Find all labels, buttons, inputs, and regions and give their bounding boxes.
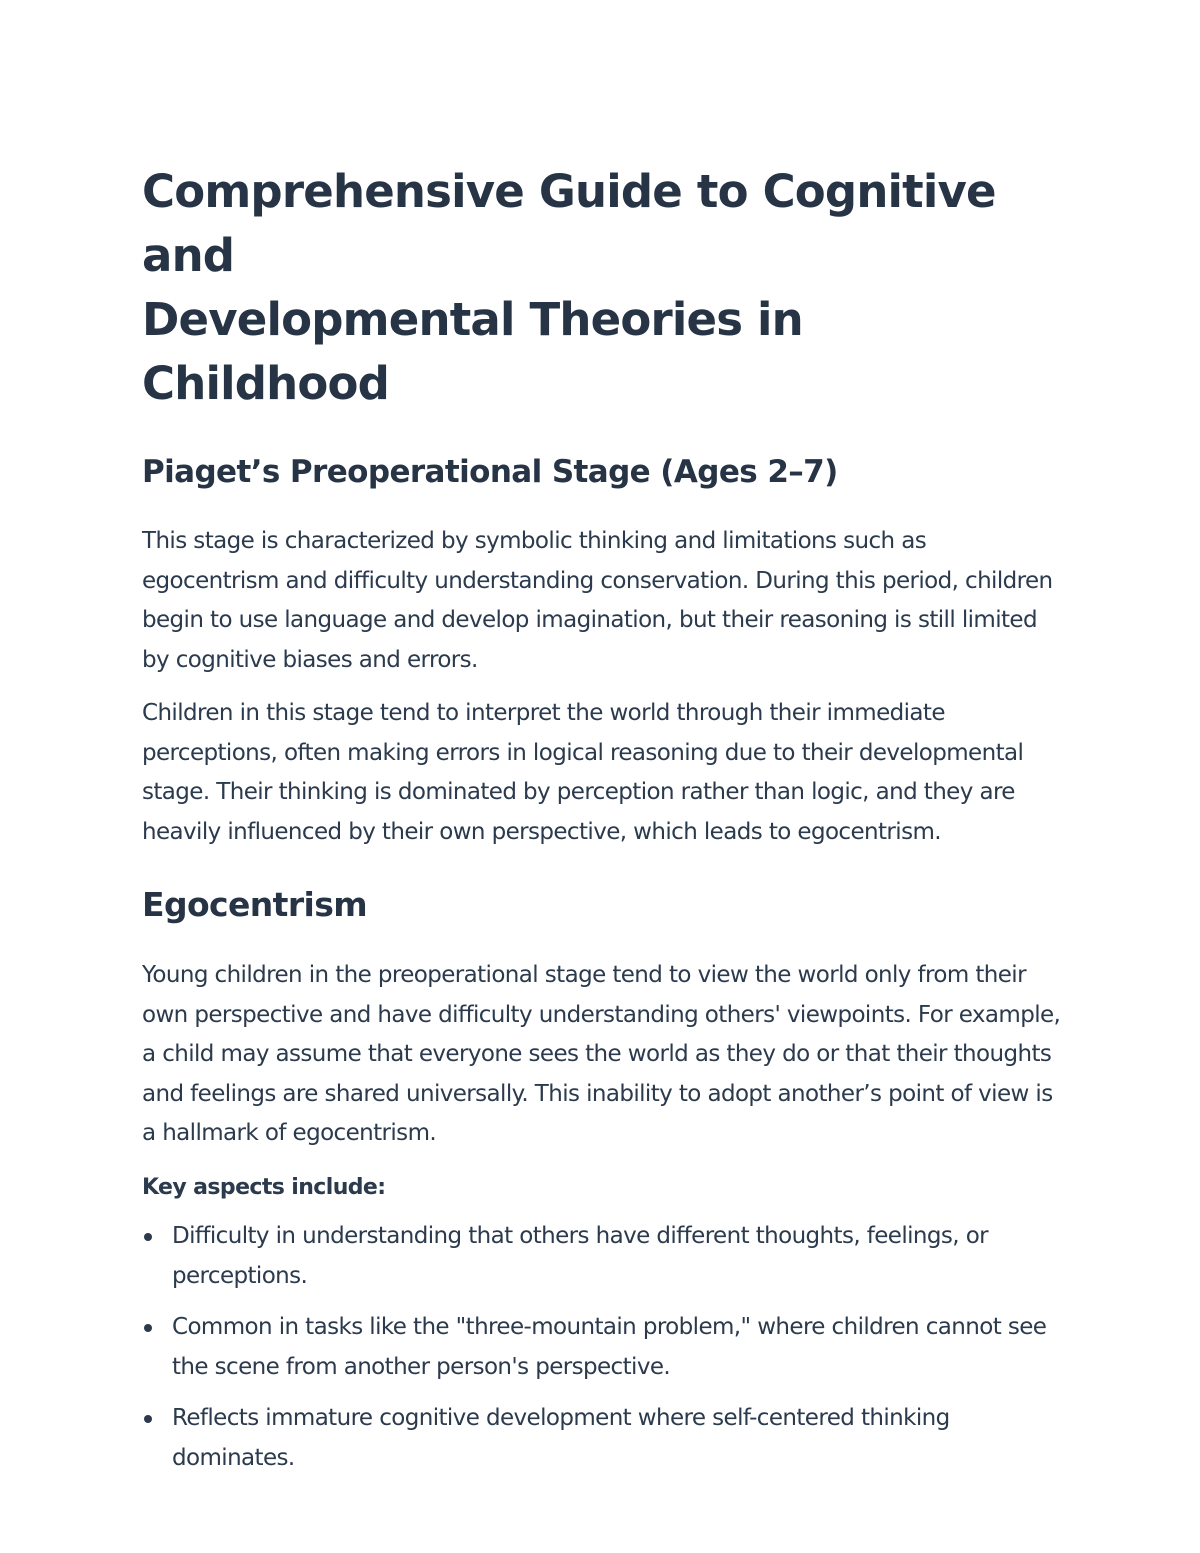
list-item-text: Reflects immature cognitive development where self-centered thinking dominates. <box>172 1405 950 1471</box>
list-item <box>142 1308 1062 1387</box>
list-item <box>142 1217 1062 1296</box>
bullet-icon <box>144 1233 152 1241</box>
list-item <box>142 1399 1062 1478</box>
key-aspects-label: Key aspects include: <box>142 1174 386 1200</box>
list-item-text: Common in tasks like the "three-mountain problem," where children cannot see the scene from another person's perspective. <box>172 1314 1047 1380</box>
title-line-2: Developmental Theories in Childhood <box>142 293 803 410</box>
section-heading-egocentrism: Egocentrism <box>142 885 368 924</box>
title-line-1: Comprehensive Guide to Cognitive and <box>142 165 996 282</box>
key-aspects-list <box>142 1217 1062 1478</box>
document-page <box>142 160 1062 1490</box>
paragraph-egocentrism: Young children in the preoperational stage tend to view the world only from their own perspective and have difficulty understanding others' viewpoints. For example, a child may assume that everyone sees the world as they do or that their thoughts and feelings are shared universally. This inability to adopt another’s point of view is a hallmark of egocentrism. <box>142 962 1061 1146</box>
paragraph-preoperational-2: Children in this stage tend to interpret the world through their immediate perceptions, often making errors in logical reasoning due to their developmental stage. Their thinking is dominated by perception rather than logic, and they are heavily influenced by their own perspective, which leads to egocentrism. <box>142 700 1024 845</box>
section-heading-preoperational: Piaget’s Preoperational Stage (Ages 2–7) <box>142 454 838 490</box>
bullet-icon <box>144 1324 152 1332</box>
paragraph-preoperational-1: This stage is characterized by symbolic thinking and limitations such as egocentrism and difficulty understanding conservation. During this period, children begin to use language and develop imagination, but their reasoning is still limited by cognitive biases and errors. <box>142 528 1053 673</box>
document-title <box>142 160 1062 416</box>
list-item-text: Difficulty in understanding that others have different thoughts, feelings, or perceptions. <box>172 1223 989 1289</box>
bullet-icon <box>144 1415 152 1423</box>
